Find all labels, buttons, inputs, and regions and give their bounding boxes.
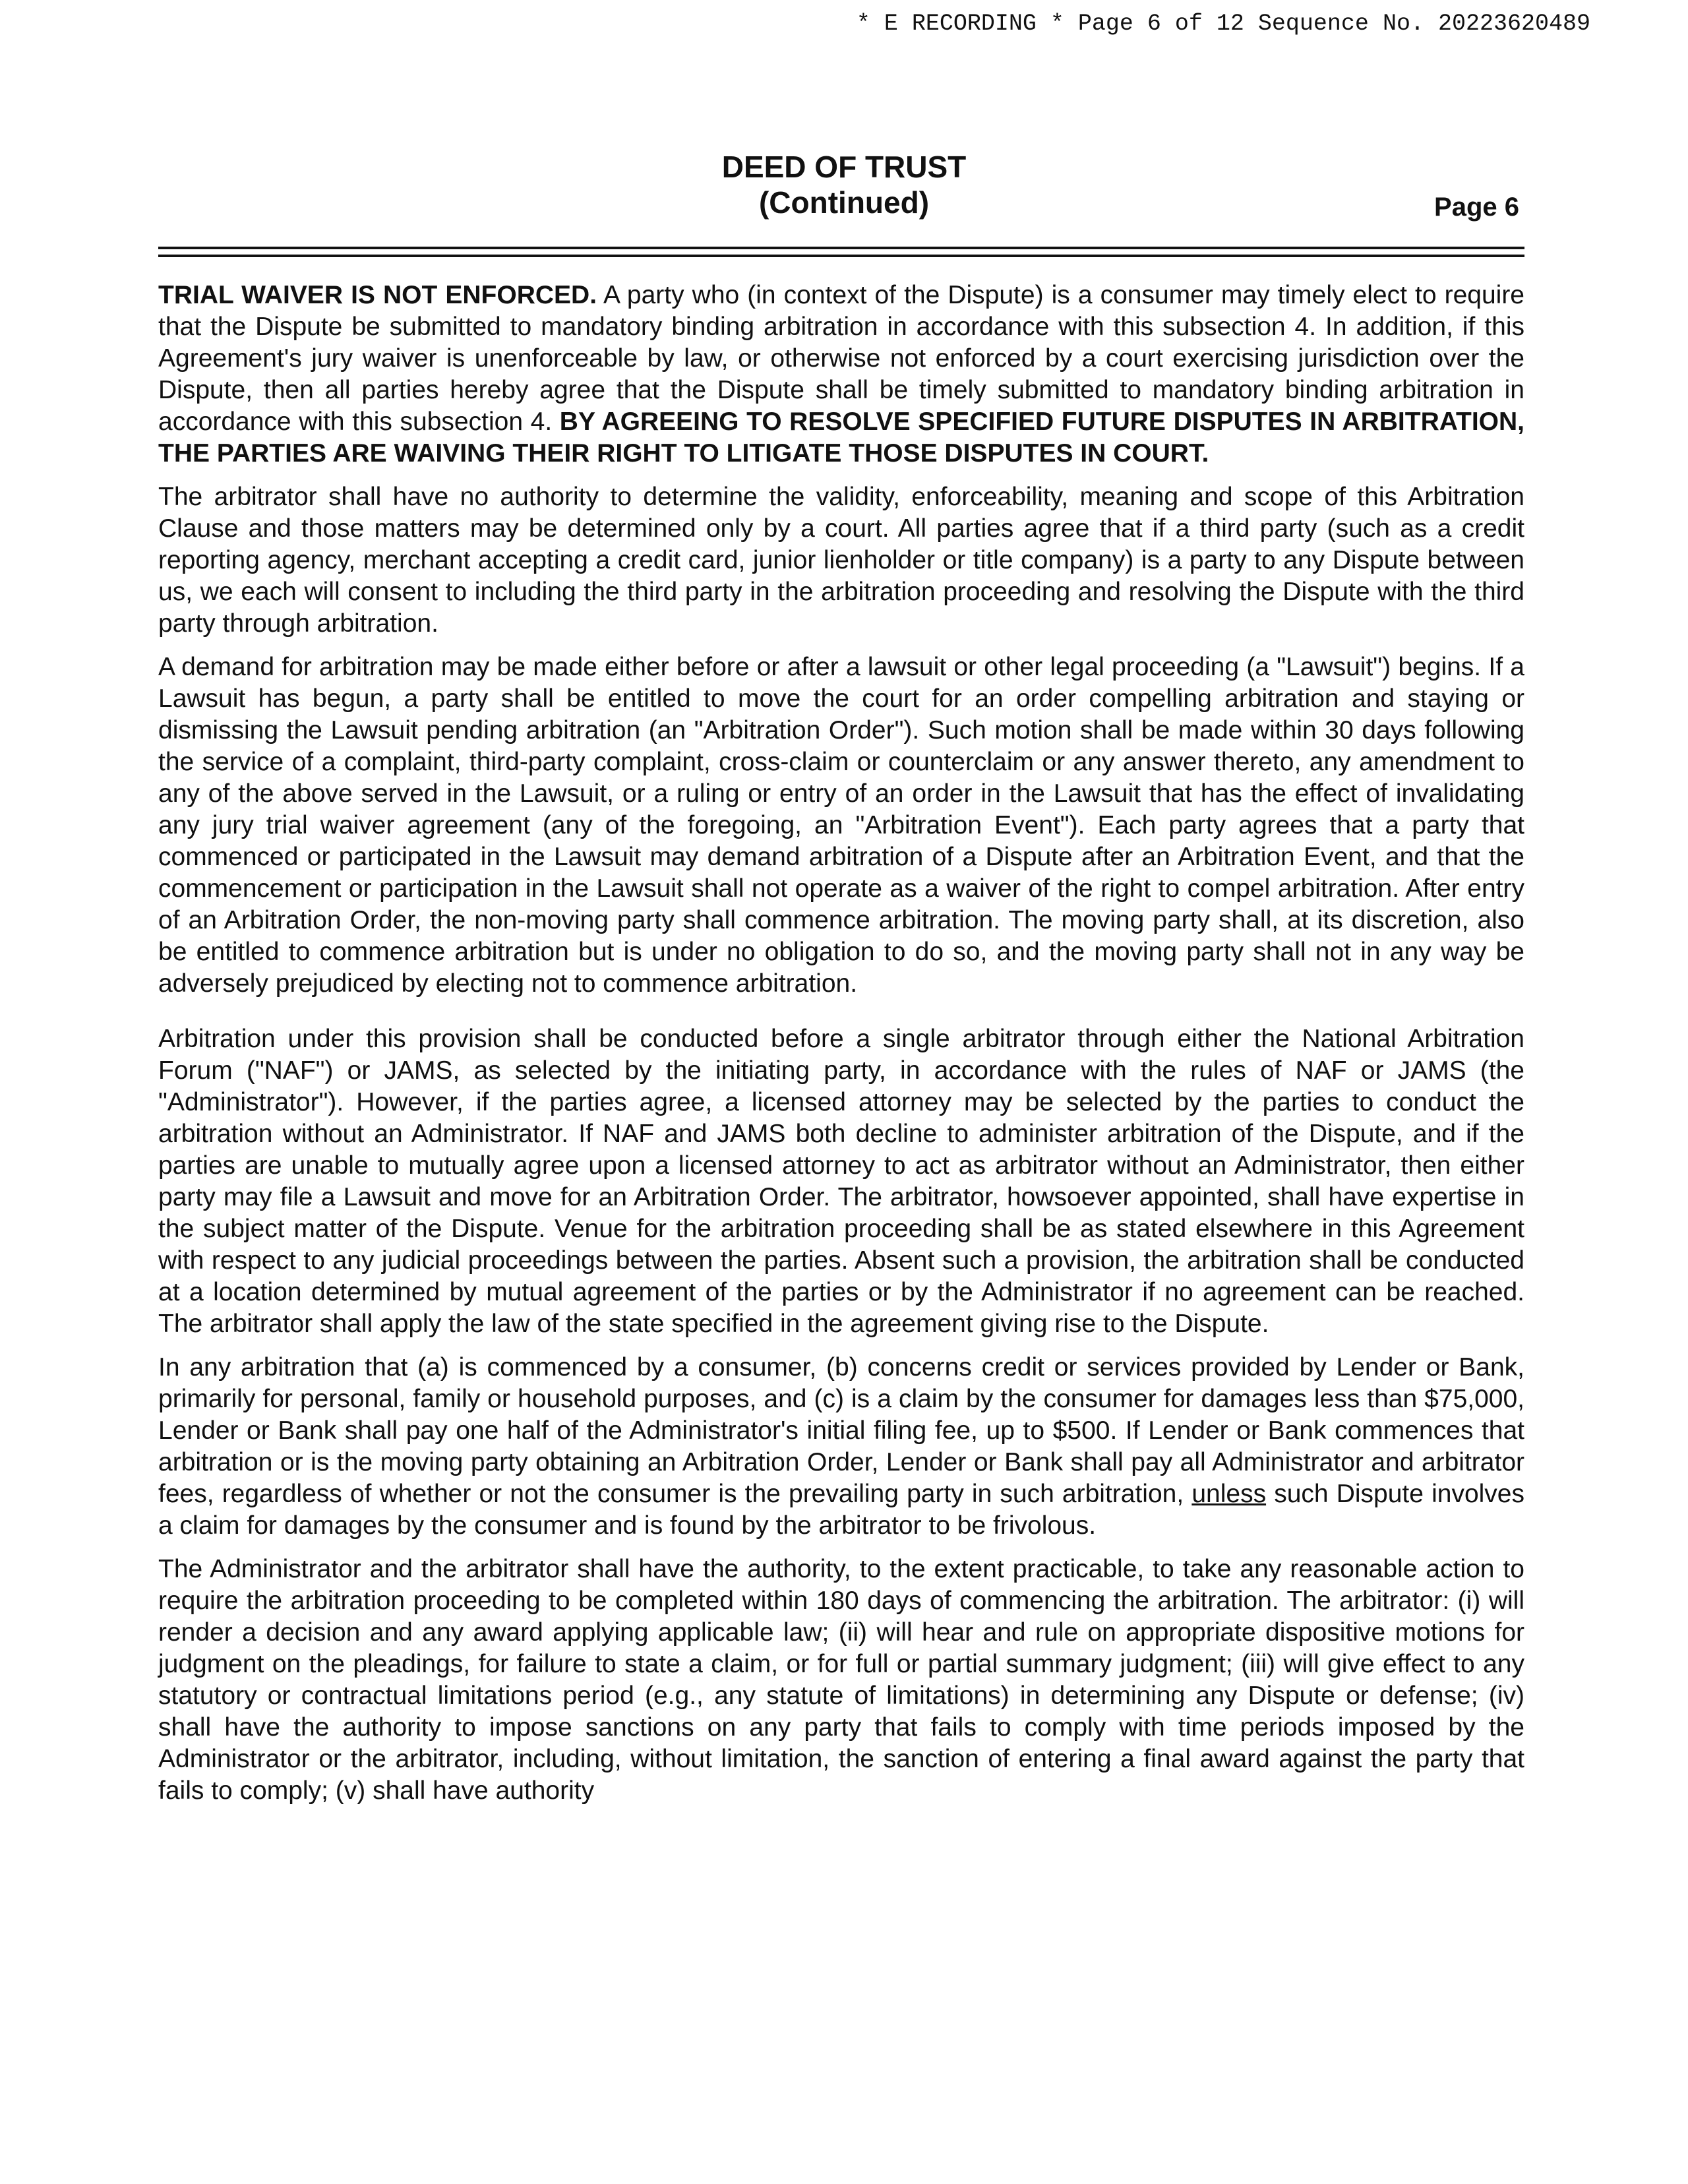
paragraph-arbitrator-authority: The arbitrator shall have no authority to determine the validity, enforceability, meaning and scope of this Arbitration Clause and those matters may be determined only by a court. All parties agree that if a third party (such as a credit reporting agency, merchant accepting a credit card, junior lienholder or title company) is a party to any Dispute between us, we each will consent to including the third party in the arbitration proceeding and resolving the Dispute with the third party through arbitration. <box>158 483 1524 638</box>
page-number: Page 6 <box>1434 193 1519 222</box>
header-divider-top <box>158 247 1524 249</box>
paragraph-arbitration-forum: Arbitration under this provision shall be conducted before a single arbitrator through either the National Arbitration Forum ("NAF") or JAMS, as selected by the initiating party, in accordance with the rules of NAF or JAMS (the "Administrator"). However, if the parties agree, a licensed attorney may be selected by the parties to conduct the arbitration without an Administrator. If NAF and JAMS both decline to administer arbitration of the Dispute, and if the parties are unable to mutually agree upon a licensed attorney to act as arbitrator without an Administrator, then either party may file a Lawsuit and move for an Arbitration Order. The arbitrator, howsoever appointed, shall have expertise in the subject matter of the Dispute. Venue for the arbitration proceeding shall be as stated elsewhere in this Agreement with respect to any judicial proceedings between the parties. Absent such a provision, the arbitration shall be conducted at a location determined by mutual agreement of the parties or by the Administrator if no agreement can be reached. The arbitrator shall apply the law of the state specified in the agreement giving rise to the Dispute. <box>158 1025 1524 1338</box>
document-title: DEED OF TRUST <box>721 150 967 184</box>
paragraph-text: In any arbitration that (a) is commenced by a consumer, (b) concerns credit or services provided by Lender or Bank, primarily for personal, family or household purposes, and (c) is a claim by the consumer for damages less than $75,000, Lender or Bank shall pay one half of the Administrator's initial filing fee, up to $500. If Lender or Bank commences that arbitration or is the moving party obtaining an Arbitration Order, Lender or Bank shall pay all Administrator and arbitrator fees, regardless of whether or not the consumer is the prevailing party in such arbitration, <box>158 1353 1524 1508</box>
underlined-word: unless <box>1191 1480 1267 1508</box>
document-subtitle: (Continued) <box>758 185 930 220</box>
paragraph-bold-notice: BY AGREEING TO RESOLVE SPECIFIED FUTURE DISPUTES IN ARBITRATION, THE PARTIES ARE WAIVING THEIR RIGHT TO LITIGATE THOSE DISPUTES IN COURT. <box>158 408 1524 468</box>
paragraph-arbitration-fees <box>158 1352 1524 1542</box>
paragraph-text: A party who (in context of the Dispute) is a consumer may timely elect to require that the Dispute be submitted to mandatory binding arbitration in accordance with this subsection 4. In addition, if this Agreement's jury waiver is unenforceable by law, or otherwise not enforced by a court exercising jurisdiction over the Dispute, then all parties hereby agree that the Dispute shall be timely submitted to mandatory binding arbitration in accordance with this subsection 4. <box>158 281 1524 436</box>
header-divider-bottom <box>158 255 1524 257</box>
paragraph-jury-trial-waiver <box>158 280 1524 470</box>
paragraph-administrator-authority: The Administrator and the arbitrator shall have the authority, to the extent practicable, to take any reasonable action to require the arbitration proceeding to be completed within 180 days of commencing the arbitration. The arbitrator: (i) will render a decision and any award applying applicable law; (ii) will hear and rule on appropriate dispositive motions for judgment on the pleadings, for failure to state a claim, or for full or partial summary judgment; (iii) will give effect to any statutory or contractual limitations period (e.g., any statute of limitations) in determining any Dispute or defense; (iv) shall have the authority to impose sanctions on any party that fails to comply with time periods imposed by the Administrator or the arbitrator, including, without limitation, the sanction of entering a final award against the party that fails to comply; (v) shall have authority <box>158 1555 1524 1805</box>
paragraph-demand-for-arbitration: A demand for arbitration may be made either before or after a lawsuit or other legal proceeding (a "Lawsuit") begins. If a Lawsuit has begun, a party shall be entitled to move the court for an order compelling arbitration and staying or dismissing the Lawsuit pending arbitration (an "Arbitration Order"). Such motion shall be made within 30 days following the service of a complaint, third-party complaint, cross-claim or counterclaim or any answer thereto, any amendment to any of the above served in the Lawsuit, or a ruling or entry of an order in the Lawsuit that has the effect of invalidating any jury trial waiver agreement (any of the foregoing, an "Arbitration Event"). Each party agrees that a party that commenced or participated in the Lawsuit may demand arbitration of a Dispute after an Arbitration Event, and that the commencement or participation in the Lawsuit shall not operate as a waiver of the right to compel arbitration. After entry of an Arbitration Order, the non-moving party shall commence arbitration. The moving party shall, at its discretion, also be entitled to commence arbitration but is under no obligation to do so, and the moving party shall not in any way be adversely prejudiced by electing not to commence arbitration. <box>158 653 1524 998</box>
document-body <box>158 280 1524 1819</box>
paragraph-text: such Dispute involves a claim for damages by the consumer and is found by the arbitrator to be frivolous. <box>158 1480 1524 1540</box>
paragraph-heading: TRIAL WAIVER IS NOT ENFORCED. <box>158 281 597 309</box>
recording-stamp: * E RECORDING * Page 6 of 12 Sequence No. 20223620489 <box>856 11 1590 37</box>
